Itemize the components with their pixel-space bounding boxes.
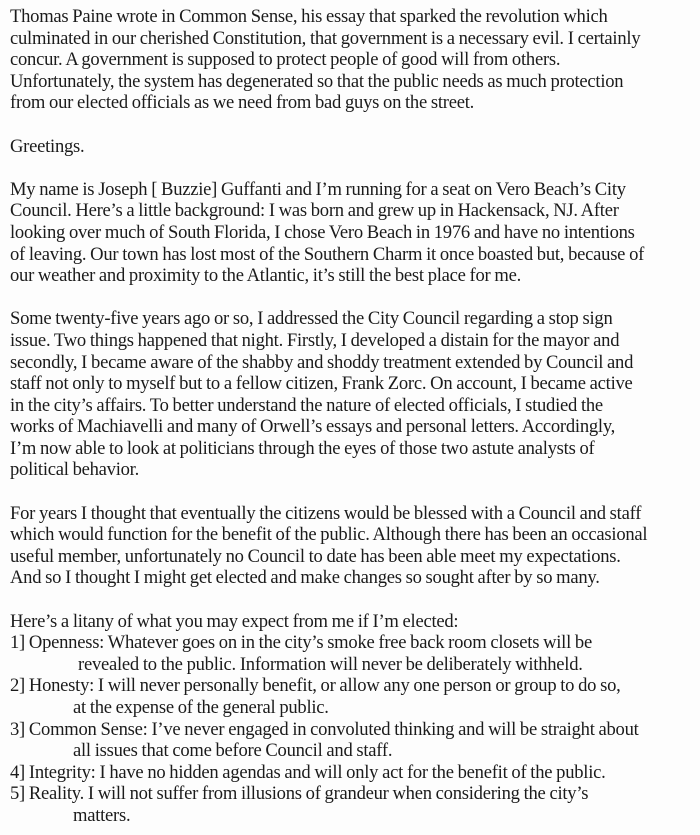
litany-item-openness (10, 632, 700, 675)
litany-item-continuation: revealed to the public. Information will never be deliberately withheld. (78, 653, 583, 675)
litany-item-text: 5] Reality. I will not suffer from illusions of grandeur when considering the city’s (10, 783, 589, 805)
campaign-letter (10, 6, 700, 827)
text-line: issue. Two things happened that night. Firstly, I developed a distain for the mayor and (10, 329, 620, 351)
litany-item-text: 3] Common Sense: I’ve never engaged in convoluted thinking and will be straight about (10, 718, 639, 740)
litany-intro: Here’s a litany of what you may expect from me if I’m elected: (10, 610, 459, 632)
litany-item-continuation: all issues that come before Council and staff. (73, 740, 393, 762)
text-line: For years I thought that eventually the citizens would be blessed with a Council and staff (10, 502, 642, 524)
history-paragraph (10, 308, 700, 481)
litany-section (10, 611, 700, 827)
text-line: secondly, I became aware of the shabby and shoddy treatment extended by Council and (10, 351, 634, 373)
text-line: concur. A government is supposed to protect people of good will from others. (10, 49, 561, 71)
background-paragraph (10, 179, 700, 287)
text-line: from our elected officials as we need from bad guys on the street. (10, 92, 475, 114)
text-line: Council. Here’s a little background: I was born and grew up in Hackensack, NJ. After (10, 200, 619, 222)
text-line: looking over much of South Florida, I chose Vero Beach in 1976 and have no intentions (10, 221, 635, 243)
greeting-paragraph (10, 136, 700, 158)
text-line: works of Machiavelli and many of Orwell’s essays and personal letters. Accordingly, (10, 416, 616, 438)
text-line: in the city’s affairs. To better understand the nature of elected officials, I studied the (10, 394, 603, 416)
text-line: political behavior. (10, 459, 140, 481)
litany-item-text: 1] Openness: Whatever goes on in the city’s smoke free back room closets will be (10, 632, 592, 654)
text-line: Unfortunately, the system has degenerated so that the public needs as much protection (10, 70, 624, 92)
litany-item-text: 4] Integrity: I have no hidden agendas and will only act for the benefit of the public. (10, 761, 606, 783)
intro-paragraph (10, 6, 700, 114)
text-line: I’m now able to look at politicians through the eyes of those two astute analysts of (10, 437, 595, 459)
text-line: our weather and proximity to the Atlantic, it’s still the best place for me. (10, 265, 522, 287)
text-line: And so I thought I might get elected and make changes so sought after by so many. (10, 567, 600, 589)
greeting: Greetings. (10, 135, 85, 157)
litany-item-continuation: at the expense of the general public. (73, 697, 329, 718)
text-line: staff not only to myself but to a fellow citizen, Frank Zorc. On account, I became active (10, 373, 633, 395)
text-line: useful member, unfortunately no Council to date has been able meet my expectations. (10, 545, 621, 567)
litany-item-continuation: matters. (73, 804, 131, 826)
litany-item-text: 2] Honesty: I will never personally benefit, or allow any one person or group to do so, (10, 675, 621, 697)
text-line: culminated in our cherished Constitution, that government is a necessary evil. I certainly (10, 27, 641, 49)
litany-item-common-sense (10, 719, 700, 762)
text-line: which would function for the benefit of the public. Although there has been an occasional (10, 524, 648, 546)
text-line: Thomas Paine wrote in Common Sense, his essay that sparked the revolution which (10, 6, 608, 27)
text-line: of leaving. Our town has lost most of the Southern Charm it once boasted but, because of (10, 243, 645, 265)
litany-item-honesty (10, 675, 700, 718)
text-line: My name is Joseph [ Buzzie] Guffanti and I’m running for a seat on Vero Beach’s City (10, 178, 626, 200)
litany-item-reality (10, 783, 700, 826)
litany-item-integrity (10, 762, 700, 784)
motivation-paragraph (10, 503, 700, 589)
text-line: Some twenty-five years ago or so, I addressed the City Council regarding a stop sign (10, 308, 613, 330)
